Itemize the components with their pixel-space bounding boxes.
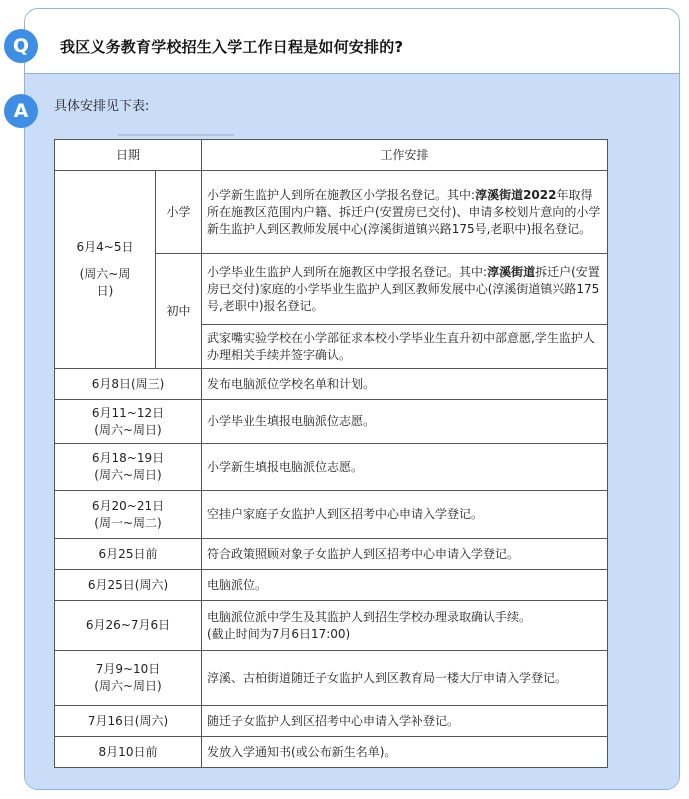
- date-cell: 7月16日(周六): [55, 706, 202, 737]
- table-row: [55, 706, 608, 737]
- date-line: (周六~周日): [94, 679, 162, 693]
- date-line: 6月4~5日: [76, 240, 134, 254]
- work-cell: 电脑派位。: [202, 570, 608, 601]
- table-row: [55, 737, 608, 768]
- table-row: [55, 601, 608, 651]
- work-text: (截止时间为7月6日17:00): [207, 626, 351, 641]
- date-cell: 6月8日(周三): [55, 369, 202, 400]
- header-date: 日期: [55, 140, 202, 171]
- date-line: 6月11~12日: [91, 405, 165, 420]
- date-line: 6月20~21日: [91, 498, 165, 513]
- header-work: 工作安排: [202, 140, 608, 171]
- work-cell: 小学毕业生填报电脑派位志愿。: [202, 400, 608, 444]
- work-text: 年取得所在施教区范围内户籍、拆迁户(安置房已交付)、申请多校划片意向的小学新生监护人到区教师发展中心(淳溪街道镇兴路175号,老职中)报名登记。: [207, 187, 601, 236]
- work-cell: 发放入学通知书(或公布新生名单)。: [202, 737, 608, 768]
- date-cell: [55, 651, 202, 706]
- work-text: 小学新生监护人到所在施教区小学报名登记。其中:: [207, 187, 476, 202]
- answer-badge-icon: A: [4, 94, 38, 128]
- table-header-row: [55, 140, 608, 171]
- date-line: 日): [96, 284, 114, 298]
- date-cell: [55, 400, 202, 444]
- date-cell: [55, 171, 156, 369]
- table-row: [55, 491, 608, 539]
- work-text: 拆迁户(安置房已交付)家庭的小学毕业生监护人到区教师发展中心(淳溪街道镇兴路175号,老职中)报名登记。: [207, 264, 600, 313]
- question-text: 我区义务教育学校招生入学工作日程是如何安排的?: [60, 38, 404, 56]
- date-cell: 6月25日(周六): [55, 570, 202, 601]
- table-row: [55, 539, 608, 570]
- schedule-table: [54, 139, 608, 768]
- work-cell: 淳溪、古柏街道随迁子女监护人到区教育局一楼大厅申请入学登记。: [202, 651, 608, 706]
- table-row: [55, 570, 608, 601]
- work-cell: 武家嘴实验学校在小学部征求本校小学毕业生直升初中部意愿,学生监护人办理相关手续并签字确认。: [202, 325, 608, 369]
- work-cell: 发布电脑派位学校名单和计划。: [202, 369, 608, 400]
- work-text: 小学毕业生监护人到所在施教区中学报名登记。其中:: [207, 264, 488, 279]
- date-cell: [55, 491, 202, 539]
- work-cell: [202, 254, 608, 325]
- table-row: [55, 400, 608, 444]
- table-row: [55, 651, 608, 706]
- work-text: 电脑派位派中学生及其监护人到招生学校办理录取确认手续。: [207, 609, 532, 624]
- answer-intro: 具体安排见下表:: [54, 99, 150, 114]
- sub-label-middle: 初中: [156, 254, 202, 369]
- date-cell: [55, 444, 202, 491]
- date-line: 6月18~19日: [91, 451, 165, 465]
- decorative-line: [118, 134, 234, 136]
- date-cell: 6月25日前: [55, 539, 202, 570]
- date-cell: 6月26~7月6日: [55, 601, 202, 651]
- date-line: (周六~周日): [94, 468, 162, 482]
- date-line: (周六~周日): [94, 422, 162, 437]
- work-cell: 小学新生填报电脑派位志愿。: [202, 444, 608, 491]
- work-cell: 符合政策照顾对象子女监护人到区招考中心申请入学登记。: [202, 539, 608, 570]
- work-cell: [202, 171, 608, 254]
- table-row: [55, 369, 608, 400]
- sub-label-primary: 小学: [156, 171, 202, 254]
- date-line: (周六~周: [79, 267, 131, 281]
- date-line: (周一~周二): [94, 515, 162, 530]
- work-cell: 随迁子女监护人到区招考中心申请入学补登记。: [202, 706, 608, 737]
- date-cell: 8月10日前: [55, 737, 202, 768]
- table-row: [55, 171, 608, 254]
- work-text-bold: 淳溪街道2022: [475, 187, 557, 202]
- work-cell: [202, 601, 608, 651]
- date-line: 7月9~10日: [95, 662, 161, 676]
- work-cell: 空挂户家庭子女监护人到区招考中心申请入学登记。: [202, 491, 608, 539]
- question-badge-icon: Q: [4, 29, 38, 63]
- work-text-bold: 淳溪街道: [487, 264, 536, 279]
- table-row: [55, 444, 608, 491]
